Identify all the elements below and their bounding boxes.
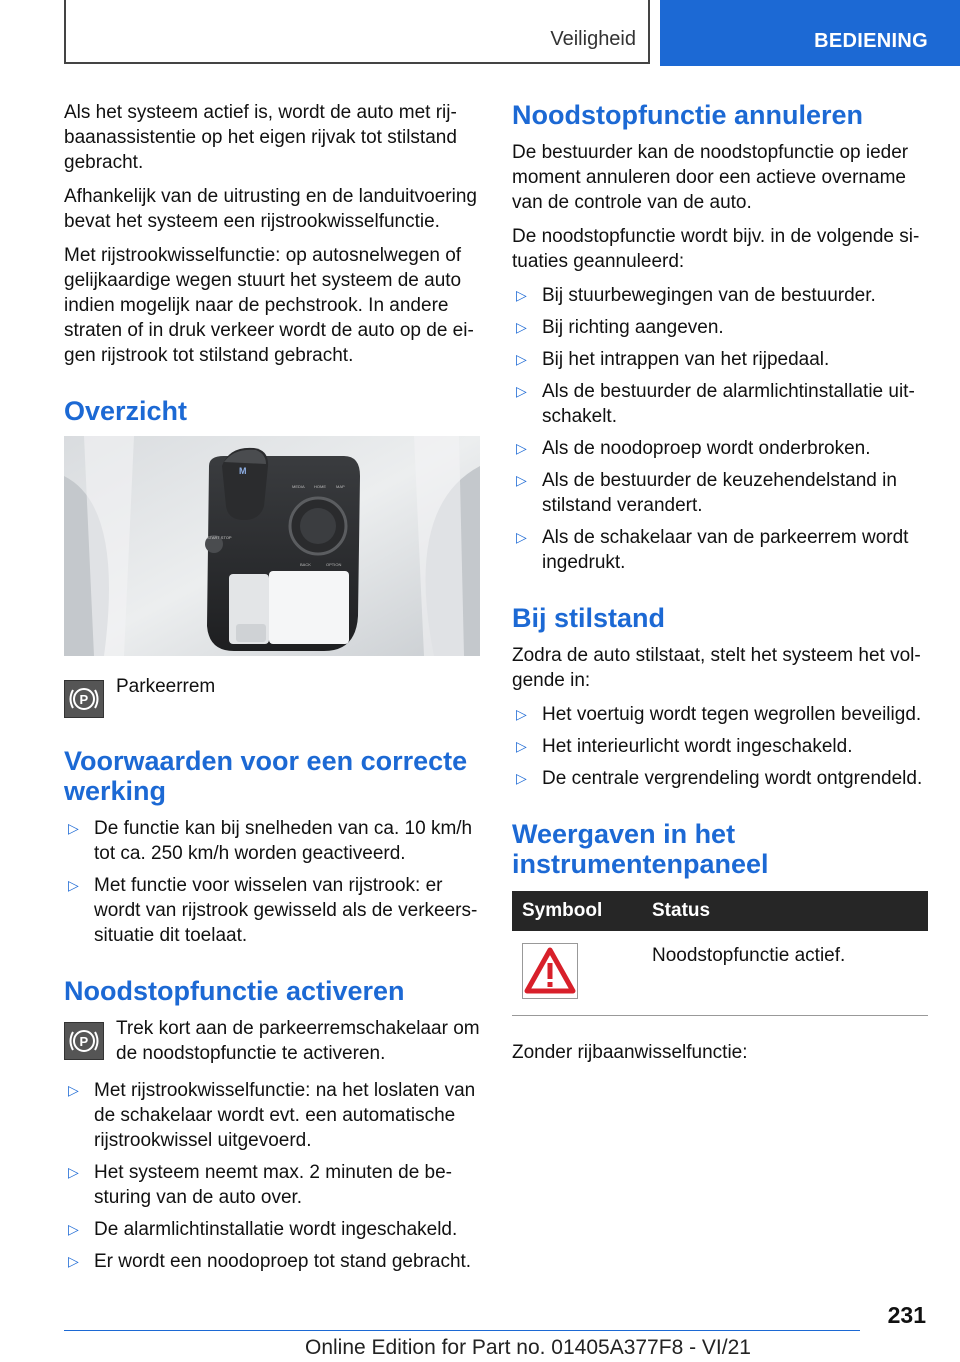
symbol-table: [512, 891, 928, 1016]
table-cell-symbol: [512, 931, 642, 1016]
standstill-paragraph: Zodra de auto stilstaat, stelt het systeem het volgende in:: [512, 645, 921, 691]
list-item: ▷ De centrale vergrendeling wordt ontgrendeld.: [516, 768, 923, 789]
table-row: [512, 931, 928, 1016]
header-chapter-title: BEDIENING: [814, 30, 928, 52]
center-console-photo: [64, 436, 480, 656]
photo-map-label: MAP: [336, 484, 345, 489]
bullet-triangle-icon: ▷: [516, 440, 527, 456]
list-item: ▷ Het voertuig wordt tegen wegrollen beveiligd.: [516, 704, 922, 725]
conditions-heading: Voorwaarden voor een correcte werking: [64, 746, 468, 806]
bullet-triangle-icon: ▷: [516, 738, 527, 754]
list-item: ▷ Er wordt een noodoproep tot stand gebracht.: [68, 1251, 472, 1272]
table-header-row: [512, 891, 928, 931]
right-column: [512, 100, 928, 1074]
svg-text:P: P: [79, 1034, 89, 1049]
bullet-triangle-icon: ▷: [516, 351, 527, 367]
cancel-heading: Noodstopfunctie annuleren: [512, 100, 863, 130]
photo-option-label: OPTION: [326, 562, 342, 567]
intro-paragraph-3: Met rijstrookwisselfunctie: op autosnelwegen of gelijkaardige wegen stuurt het systeem de auto indien mogelijk naar de pechstrook. In andere straten of in druk verkeer wordt de auto op de eigen rijstrook tot stilstand gebracht.: [64, 245, 474, 366]
table-cell-status: Noodstopfunctie actief.: [642, 931, 928, 1016]
bullet-triangle-icon: ▷: [68, 1253, 79, 1269]
bullet-triangle-icon: ▷: [68, 1221, 79, 1237]
bullet-triangle-icon: ▷: [68, 877, 79, 893]
display-heading: Weergaven in het instrumentenpaneel: [512, 819, 769, 879]
photo-media-label: MEDIA: [292, 484, 305, 489]
photo-home-label: HOME: [314, 484, 326, 489]
cancel-list: [512, 283, 928, 575]
bullet-triangle-icon: ▷: [68, 1164, 79, 1180]
photo-start-stop-label: START STOP: [207, 535, 232, 540]
standstill-heading: Bij stilstand: [512, 603, 666, 633]
intro-paragraph-2: Afhankelijk van de uitrusting en de landuitvoering bevat het systeem een rijstrookwisselfunctie.: [64, 186, 477, 232]
activate-heading: Noodstopfunctie activeren: [64, 976, 405, 1006]
cancel-paragraph-1: De bestuurder kan de noodstopfunctie op ieder moment annuleren door een actieve overname van de controle van de auto.: [512, 142, 909, 213]
parking-brake-label: Parkeerrem: [116, 676, 216, 697]
activate-list: [64, 1078, 480, 1274]
list-item: ▷ Als de noodoproep wordt onderbroken.: [516, 438, 871, 459]
intro-paragraph-1: Als het systeem actief is, wordt de auto met rijbaanassistentie op het eigen rijvak tot stilstand gebracht.: [64, 102, 457, 173]
list-item: ▷ Het systeem neemt max. 2 minuten de besturing van de auto over.: [68, 1162, 452, 1208]
svg-text:P: P: [79, 692, 89, 707]
page-number: 231: [887, 1302, 926, 1328]
after-table-paragraph: Zonder rijbaanwisselfunctie:: [512, 1042, 748, 1063]
bullet-triangle-icon: ▷: [516, 529, 527, 545]
parking-brake-icon: [64, 680, 104, 718]
list-item: ▷ De alarmlichtinstallatie wordt ingeschakeld.: [68, 1219, 458, 1240]
photo-back-label: BACK: [300, 562, 311, 567]
list-item: ▷ Bij richting aangeven.: [516, 317, 724, 338]
list-item: ▷ Met rijstrookwisselfunctie: na het loslaten van de schakelaar wordt evt. een automatische rijstrookwissel uitgevoerd.: [68, 1080, 476, 1151]
table-header-symbol: Symbool: [512, 891, 642, 931]
list-item: ▷ Bij stuurbewegingen van de bestuurder.: [516, 285, 876, 306]
bullet-triangle-icon: ▷: [516, 319, 527, 335]
parking-brake-icon: [64, 1022, 104, 1060]
edition-text: Online Edition for Part no. 01405A377F8 - VI/21: [305, 1336, 751, 1359]
bullet-triangle-icon: ▷: [516, 472, 527, 488]
header-section-box: [64, 0, 650, 64]
warning-triangle-icon: [522, 943, 578, 999]
list-item: ▷ De functie kan bij snelheden van ca. 10 km/h tot ca. 250 km/h worden geactiveerd.: [68, 818, 473, 864]
list-item: ▷ Bij het intrappen van het rijpedaal.: [516, 349, 830, 370]
list-item: ▷ Als de bestuurder de alarmlichtinstallatie uitschakelt.: [516, 381, 915, 427]
table-header-status: Status: [642, 891, 928, 931]
activate-text: Trek kort aan de parkeerremschakelaar om de noodstopfunctie te activeren.: [116, 1018, 480, 1064]
list-item: ▷ Als de bestuurder de keuzehendelstand in stilstand verandert.: [516, 470, 897, 516]
cancel-paragraph-2: De noodstopfunctie wordt bijv. in de volgende situaties geannuleerd:: [512, 226, 920, 272]
edition-line: [305, 1336, 751, 1360]
bullet-triangle-icon: ▷: [68, 820, 79, 836]
activate-instruction: [64, 1016, 480, 1066]
conditions-list: [64, 816, 480, 948]
bullet-triangle-icon: ▷: [516, 770, 527, 786]
bullet-triangle-icon: ▷: [516, 287, 527, 303]
bullet-triangle-icon: ▷: [68, 1082, 79, 1098]
bullet-triangle-icon: ▷: [516, 383, 527, 399]
list-item: ▷ Als de schakelaar van de parkeerrem wordt ingedrukt.: [516, 527, 909, 573]
list-item: ▷ Met functie voor wisselen van rijstrook: er wordt van rijstrook gewisseld als de verkeerssituatie dit toelaat.: [68, 875, 478, 946]
header-section-title: Veiligheid: [550, 28, 636, 50]
standstill-list: [512, 702, 928, 791]
left-column: [64, 100, 480, 1281]
bullet-triangle-icon: ▷: [516, 706, 527, 722]
footer-divider: [64, 1330, 860, 1331]
header-chapter-tab: [660, 0, 960, 66]
parking-brake-legend: [64, 674, 480, 718]
overview-heading: Overzicht: [64, 396, 188, 426]
gear-lever-logo: M: [239, 466, 247, 476]
list-item: ▷ Het interieurlicht wordt ingeschakeld.: [516, 736, 853, 757]
